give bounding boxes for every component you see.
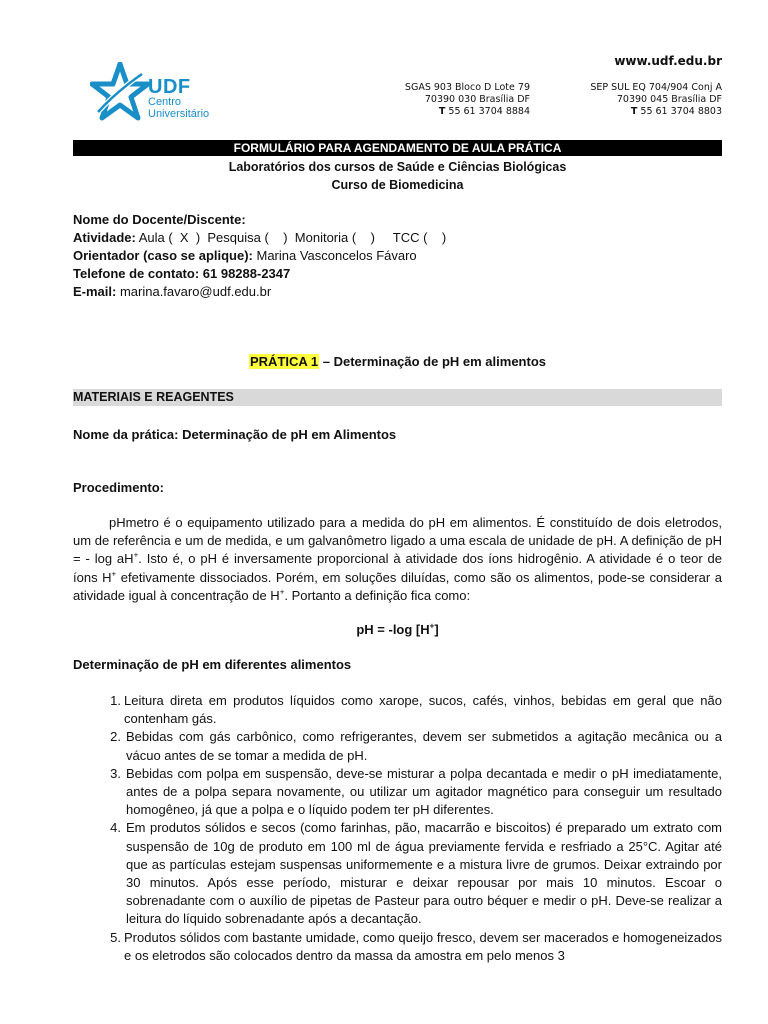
- docente-field: Nome do Docente/Discente:: [73, 212, 246, 227]
- ph-formula: pH = -log [H+]: [356, 621, 439, 637]
- list-item: [73, 728, 722, 764]
- list-item: [73, 692, 722, 728]
- list-item: [73, 765, 722, 820]
- practice-title-text: – Determinação de pH em alimentos: [319, 354, 546, 369]
- practice-tag: PRÁTICA 1: [250, 354, 319, 369]
- address-1-line-2: 70390 030 Brasília DF: [424, 94, 530, 105]
- address-block-2: [590, 82, 722, 118]
- form-subtitle-2: Curso de Biomedicina: [331, 178, 464, 192]
- list-item-number: 3.: [110, 765, 121, 781]
- logo-subtitle-line-1: Centro: [148, 96, 182, 108]
- section-materials: MATERIAIS E REAGENTES: [73, 389, 722, 406]
- logo-subtitle: [148, 96, 209, 120]
- star-logo-icon: [90, 62, 150, 124]
- udf-logo: [90, 58, 240, 128]
- procedure-heading: Procedimento:: [73, 480, 165, 495]
- list-item: [73, 929, 722, 965]
- telefone-field: Telefone de contato: 61 98288-2347: [73, 266, 291, 281]
- list-item-text: Bebidas com gás carbônico, como refrigerantes, devem ser submetidos a agitação mecânica ou a vácuo antes de se tomar a medida de pH.: [126, 729, 722, 763]
- logo-name: UDF: [148, 76, 191, 98]
- form-subtitle-1: Laboratórios dos cursos de Saúde e Ciências Biológicas: [228, 160, 567, 174]
- list-item-number: 2.: [110, 729, 121, 745]
- address-2-line-2: 70390 045 Brasília DF: [616, 94, 722, 105]
- list-item-text: Em produtos sólidos e secos (como farinhas, pão, macarrão e biscoitos) é preparado um extrato com suspensão de 10g de produto em 100 ml de água previamente fervida e resfriado a 25°C. Agitar até que as partículas estejam suspensas uniformemente e a mistura livre de grumos. Deixar extraindo por 30 minutos. Após esse período, misturar e deixar repousar por mais 10 minutos. Escoar o sobrenadante com o auxílio de pipetas de Pasteur para outro béquer e medir o pH. Deve-se realizar a leitura do líquido sobrenadante após a decantação.: [126, 820, 722, 927]
- address-2-phone: T 55 61 3704 8803: [630, 106, 722, 117]
- address-1-phone: T 55 61 3704 8884: [438, 106, 530, 117]
- address-block-1: [405, 82, 530, 118]
- atividade-field: Atividade: Aula ( X ) Pesquisa ( ) Monitoria ( ) TCC ( ): [73, 230, 447, 245]
- practice-name: Nome da prática: Determinação de pH em Alimentos: [73, 427, 397, 442]
- list-item-text: Bebidas com polpa em suspensão, deve-se misturar a polpa decantada e medir o pH imediatamente, antes de a polpa separa novamente, ou utilizar um agitador magnético para conseguir um resultado homogêneo, já que a polpa e o líquido podem ter pH diferentes.: [126, 765, 722, 818]
- practice-title: [73, 354, 722, 369]
- website-link[interactable]: www.udf.edu.br: [614, 54, 722, 68]
- email-field: E-mail: marina.favaro@udf.edu.br: [73, 284, 272, 299]
- list-item-number: 1.: [110, 693, 121, 708]
- list-item-number: 4.: [110, 820, 121, 836]
- foods-heading: Determinação de pH em diferentes alimentos: [73, 657, 352, 672]
- address-2-line-1: SEP SUL EQ 704/904 Conj A: [590, 82, 722, 93]
- address-1-line-1: SGAS 903 Bloco D Lote 79: [404, 82, 530, 93]
- list-item-text: Produtos sólidos com bastante umidade, como queijo fresco, devem ser macerados e homogeneizados e os eletrodos são colocados dentro da massa da amostra em pelo menos 3: [124, 929, 722, 963]
- list-item-text: Leitura direta em produtos líquidos como xarope, sucos, cafés, vinhos, bebidas em geral que não contenham gás.: [124, 693, 722, 727]
- form-title: FORMULÁRIO PARA AGENDAMENTO DE AULA PRÁTICA: [73, 140, 722, 156]
- procedure-paragraph: pHmetro é o equipamento utilizado para a medida do pH em alimentos. É constituído de dois eletrodos, um de referência e um de medida, e um galvanômetro ligado a uma escala de unidade de pH. A definição de pH = - log aH+. Isto é, o pH é inversamente proporcional à atividade dos íons hidrogênio. A atividade é o teor de íons H+ efetivamente dissociados. Porém, em soluções diluídas, como são os alimentos, pode-se considerar a atividade igual à concentração de H+. Portanto a definição fica como:: [73, 515, 723, 603]
- orientador-field: Orientador (caso se aplique): Marina Vasconcelos Fávaro: [73, 248, 417, 263]
- list-item-number: 5.: [110, 929, 121, 945]
- steps-list: [73, 692, 722, 965]
- logo-subtitle-line-2: Universitário: [148, 108, 210, 120]
- list-item: [73, 819, 722, 928]
